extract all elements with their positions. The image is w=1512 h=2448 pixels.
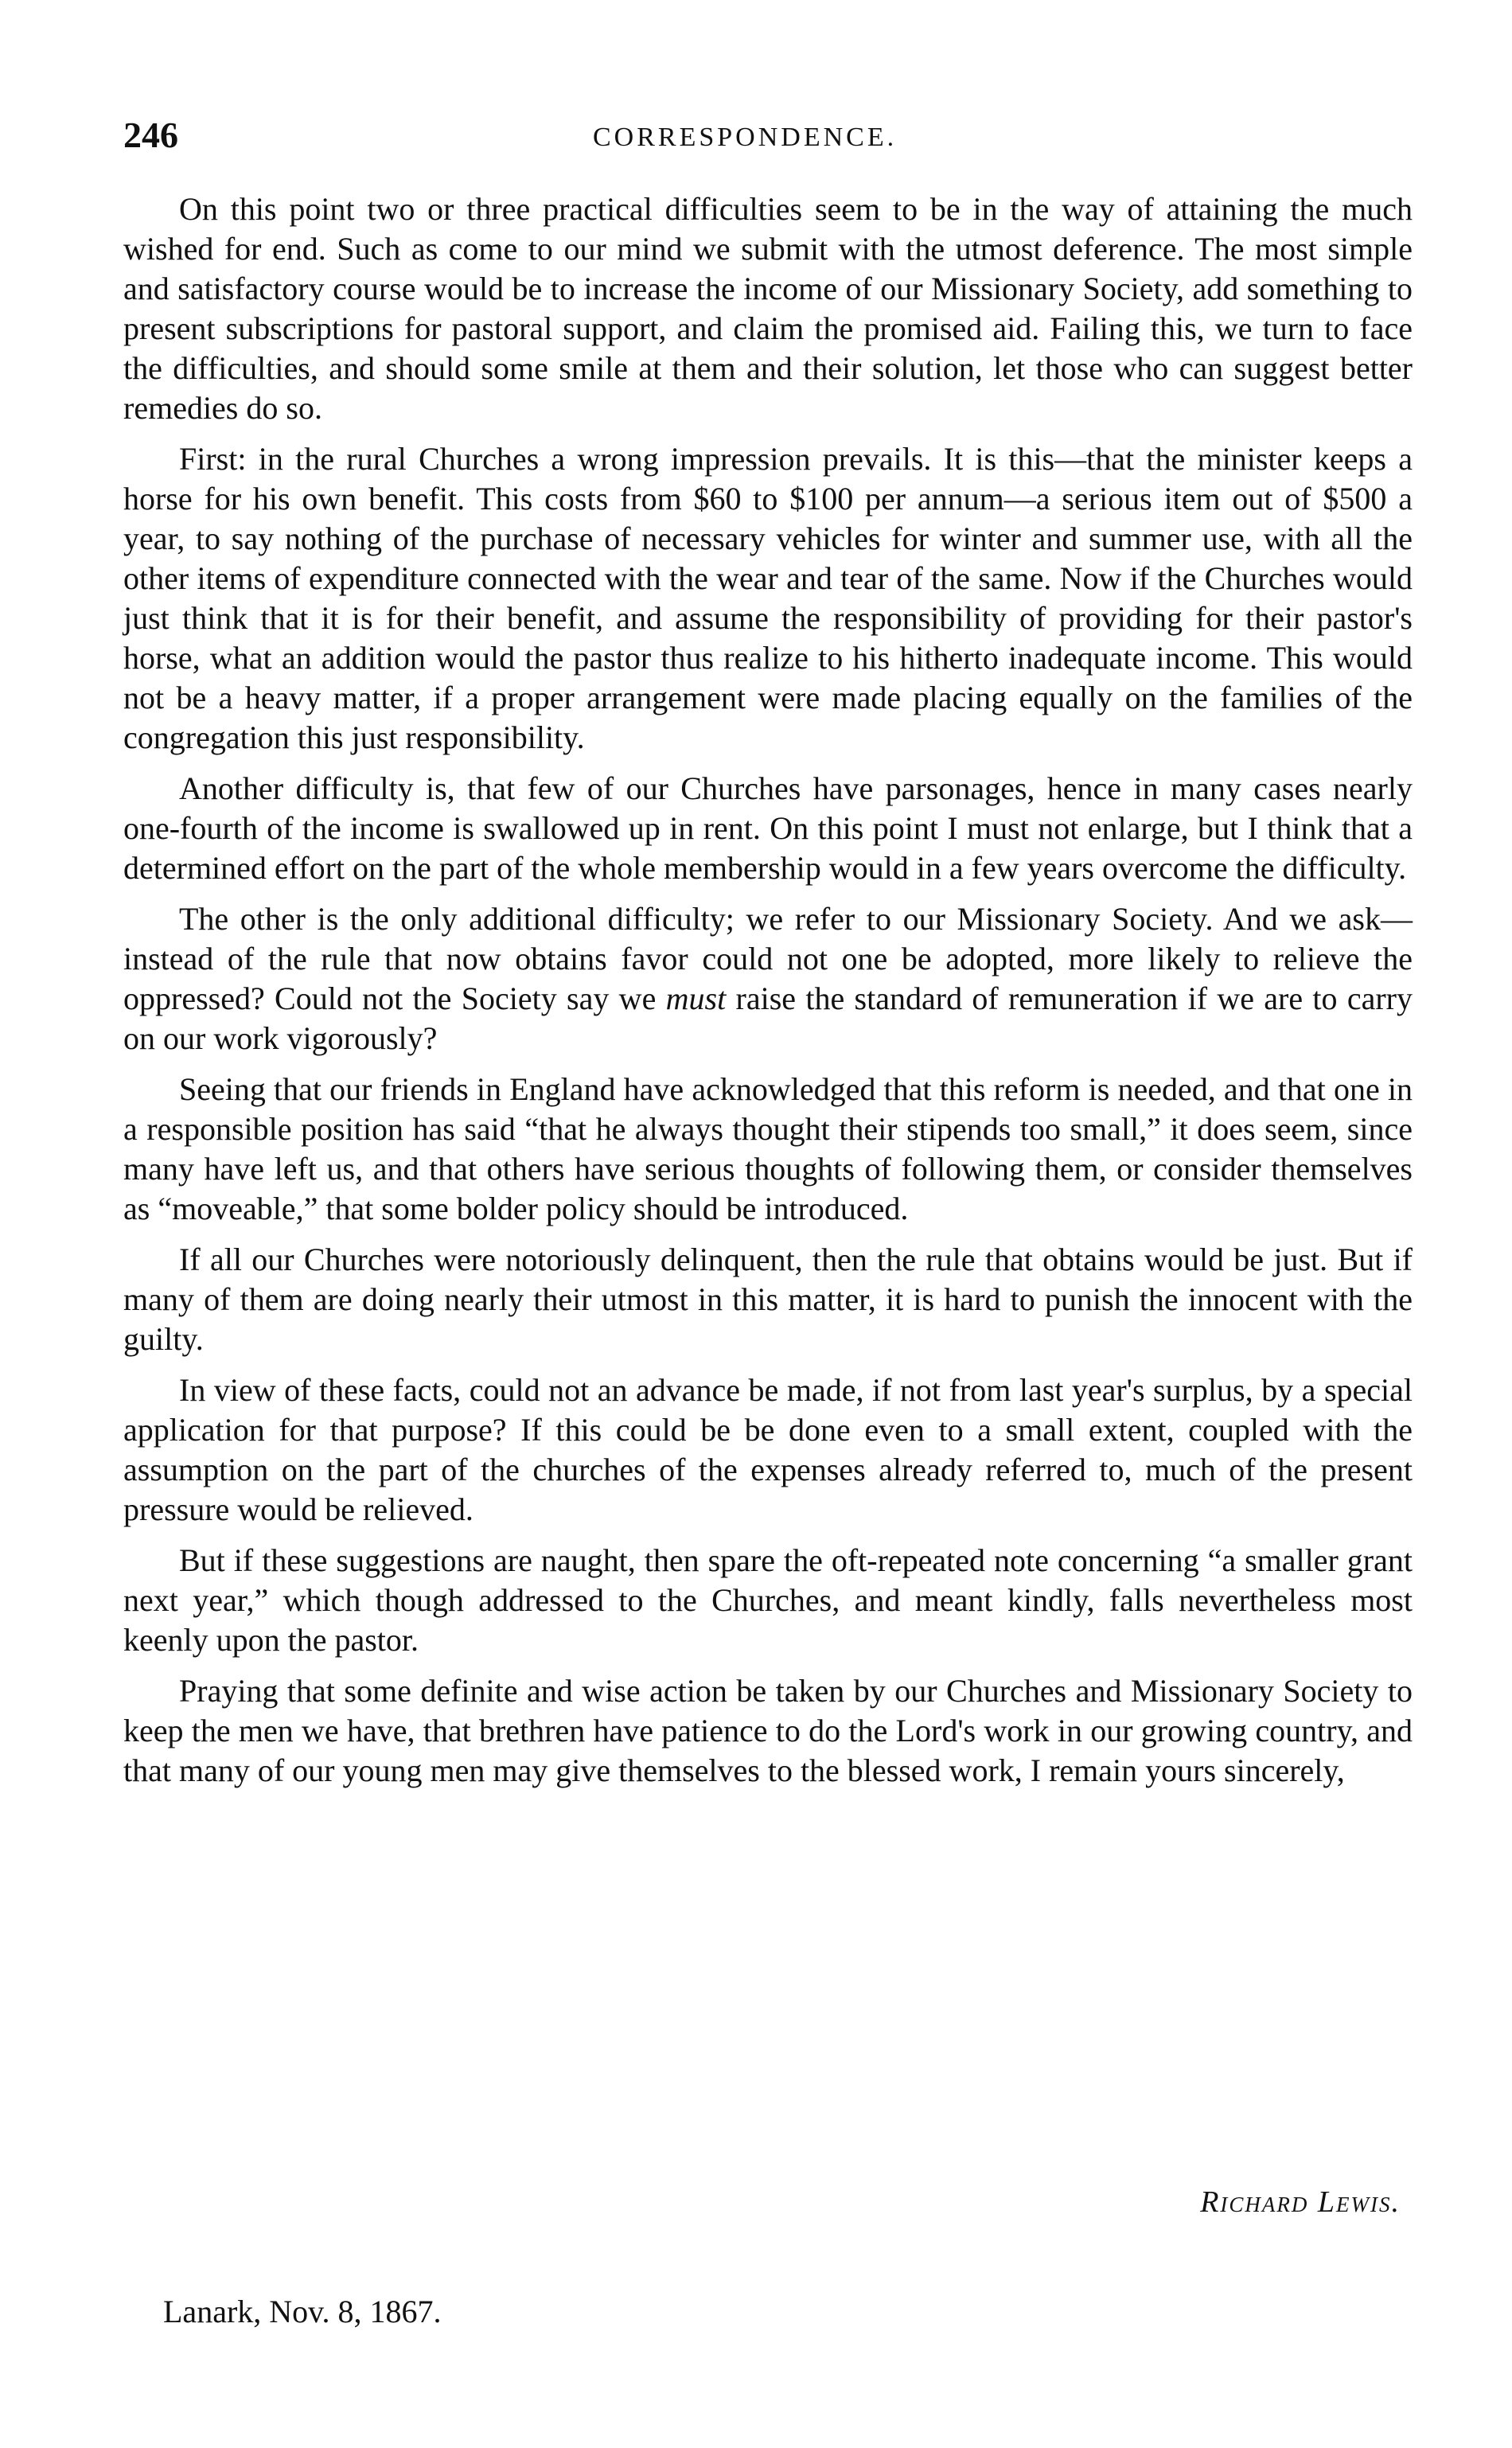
page-header	[123, 111, 1413, 175]
paragraph-surplus: In view of these facts, could not an advance be made, if not from last year's surplus, by a special application for that purpose? If this could be be done even to a small extent, coupled with the assumption on the part of the churches of the expenses already referred to, much of the present pressure would be relieved.	[123, 1372, 1413, 1527]
paragraph-missionary-society	[123, 899, 1413, 1058]
page-number: 246	[123, 115, 178, 155]
missionary-emphasis: must	[665, 980, 727, 1016]
paragraph-delinquent: If all our Churches were notoriously delinquent, then the rule that obtains would be just. But if many of them are doing nearly their utmost in this matter, it is hard to punish the innocent with the guilty.	[123, 1242, 1413, 1357]
paragraph-difficulties: On this point two or three practical difficulties seem to be in the way of attaining the much wished for end. Such as come to our mind we submit with the utmost deference. The most simple and satisfactory course would be to increase the income of our Missionary Society, add something to present subscriptions for pastoral support, and claim the promised aid. Failing this, we turn to face the difficulties, and should some smile at them and their solution, let those who can suggest better remedies do so.	[123, 191, 1413, 426]
paragraph-smaller-grant: But if these suggestions are naught, then spare the oft-repeated note concerning “a smaller grant next year,” which though addressed to the Churches, and meant kindly, falls nevertheless most keenly upon the pastor.	[123, 1542, 1413, 1658]
dateline: Lanark, Nov. 8, 1867.	[163, 2294, 442, 2329]
paragraph-closing: Praying that some definite and wise action be taken by our Churches and Missionary Society to keep the men we have, that brethren have patience to do the Lord's work in our growing country, and that many of our young men may give themselves to the blessed work, I remain yours sincerely,	[123, 1673, 1413, 1788]
running-head: CORRESPONDENCE.	[593, 123, 898, 152]
signature: Richard Lewis.	[1200, 2185, 1401, 2219]
paragraph-horse: First: in the rural Churches a wrong impression prevails. It is this—that the minister keeps a horse for his own benefit. This costs from $60 to $100 per annum—a serious item out of $500 a year, to say nothing of the purchase of necessary vehicles for winter and summer use, with all the other items of expenditure connected with the wear and tear of the same. Now if the Churches would just think that it is for their benefit, and assume the responsibility of providing for their pastor's horse, what an addition would the pastor thus realize to his hitherto inadequate income. This would not be a heavy matter, if a proper arrangement were made placing equally on the families of the congregation this just responsibility.	[123, 441, 1413, 755]
missionary-text-part2: raise the standard of remuneration if we are to carry on our work vigorously?	[123, 980, 1413, 1056]
paragraph-parsonages: Another difficulty is, that few of our Churches have parsonages, hence in many cases nearly one-fourth of the income is swallowed up in rent. On this point I must not enlarge, but I think that a determined effort on the part of the whole membership would in a few years overcome the difficulty.	[123, 770, 1413, 886]
missionary-text-part1: The other is the only additional difficulty; we refer to our Missionary Society. And we ask—instead of the rule that now obtains favor could not one be adopted, more likely to relieve the oppressed? Could not the Society say we	[123, 901, 1413, 1016]
letter-body	[123, 189, 1413, 1802]
paragraph-england: Seeing that our friends in England have acknowledged that this reform is needed, and that one in a responsible position has said “that he always thought their stipends too small,” it does seem, since many have left us, and that others have serious thoughts of following them, or consider themselves as “moveable,” that some bolder policy should be introduced.	[123, 1071, 1413, 1226]
